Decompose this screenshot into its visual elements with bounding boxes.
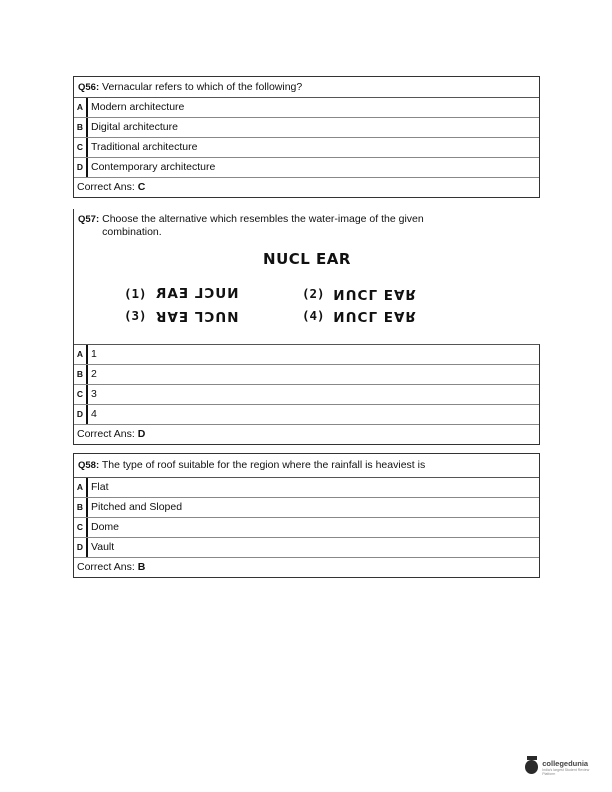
option-c (74, 138, 539, 158)
question-header (74, 209, 540, 242)
question-text: Vernacular refers to which of the following? (102, 81, 303, 93)
question-number: Q58: (78, 460, 100, 471)
option-letter: C (74, 518, 88, 537)
option-d (74, 405, 539, 425)
option-b (74, 118, 539, 138)
figure-option-4 (302, 308, 417, 324)
answer-value: B (137, 561, 146, 573)
option-c (74, 518, 539, 538)
answer-label: Correct Ans: (77, 428, 135, 440)
option-letter: B (74, 118, 88, 137)
question-header (74, 77, 539, 98)
water-image-figure (74, 242, 540, 344)
question-58 (73, 453, 540, 578)
option-d (74, 538, 539, 558)
answer-label: Correct Ans: (77, 561, 135, 573)
question-number: Q57: (78, 214, 100, 225)
figure-option-word: NUCL EAR (333, 308, 417, 324)
option-text: 4 (91, 408, 97, 420)
option-a (74, 345, 539, 365)
figure-word: NUCL EAR (263, 250, 351, 268)
question-57 (73, 209, 540, 445)
option-text: Vault (91, 541, 115, 553)
option-text: 2 (91, 368, 97, 380)
collegedunia-logo (525, 755, 600, 779)
option-c (74, 385, 539, 405)
figure-option-number: (2) (302, 286, 325, 301)
option-letter: A (74, 98, 88, 117)
option-text: Dome (91, 521, 120, 533)
question-header (74, 454, 539, 478)
question-text: The type of roof suitable for the region where the rainfall is heaviest is (101, 459, 426, 471)
option-d (74, 158, 539, 178)
option-b (74, 498, 539, 518)
option-letter: D (74, 538, 88, 557)
option-text: 1 (91, 348, 97, 360)
figure-option-1 (124, 286, 239, 302)
option-letter: A (74, 478, 88, 497)
option-letter: C (74, 385, 88, 404)
answer-value: D (137, 428, 146, 440)
option-letter: D (74, 158, 88, 177)
correct-answer (74, 178, 539, 197)
figure-option-number: (4) (302, 308, 325, 323)
answer-label: Correct Ans: (77, 181, 135, 193)
option-text: Pitched and Sloped (91, 501, 183, 513)
option-letter: B (74, 498, 88, 517)
figure-option-3 (124, 308, 239, 324)
question-text: Choose the alternative which resembles the water-image of the given combination. (102, 213, 424, 238)
option-a (74, 98, 539, 118)
option-text: 3 (91, 388, 97, 400)
option-letter: A (74, 345, 88, 364)
option-letter: C (74, 138, 88, 157)
option-a (74, 478, 539, 498)
logo-name: collegedunia (542, 758, 589, 768)
logo-tagline: India's largest Student Review Platform (542, 767, 590, 776)
option-b (74, 365, 539, 385)
graduate-cap-icon (525, 760, 538, 774)
question-number: Q56: (78, 82, 100, 93)
option-text: Flat (91, 481, 109, 493)
figure-option-2 (302, 286, 417, 302)
figure-option-word: NUCL EAR (155, 308, 239, 324)
option-letter: D (74, 405, 88, 424)
figure-option-number: (1) (124, 286, 147, 301)
option-text: Digital architecture (91, 121, 178, 133)
option-text: Traditional architecture (91, 141, 198, 153)
option-text: Contemporary architecture (91, 161, 216, 173)
correct-answer (74, 558, 539, 577)
option-letter: B (74, 365, 88, 384)
answer-value: C (137, 181, 146, 193)
figure-option-word: NUCL EAR (333, 286, 417, 302)
figure-option-word: NUCL EAR (155, 286, 239, 302)
question-56 (73, 76, 540, 198)
figure-option-number: (3) (124, 308, 147, 323)
correct-answer (74, 425, 539, 444)
option-text: Modern architecture (91, 101, 185, 113)
